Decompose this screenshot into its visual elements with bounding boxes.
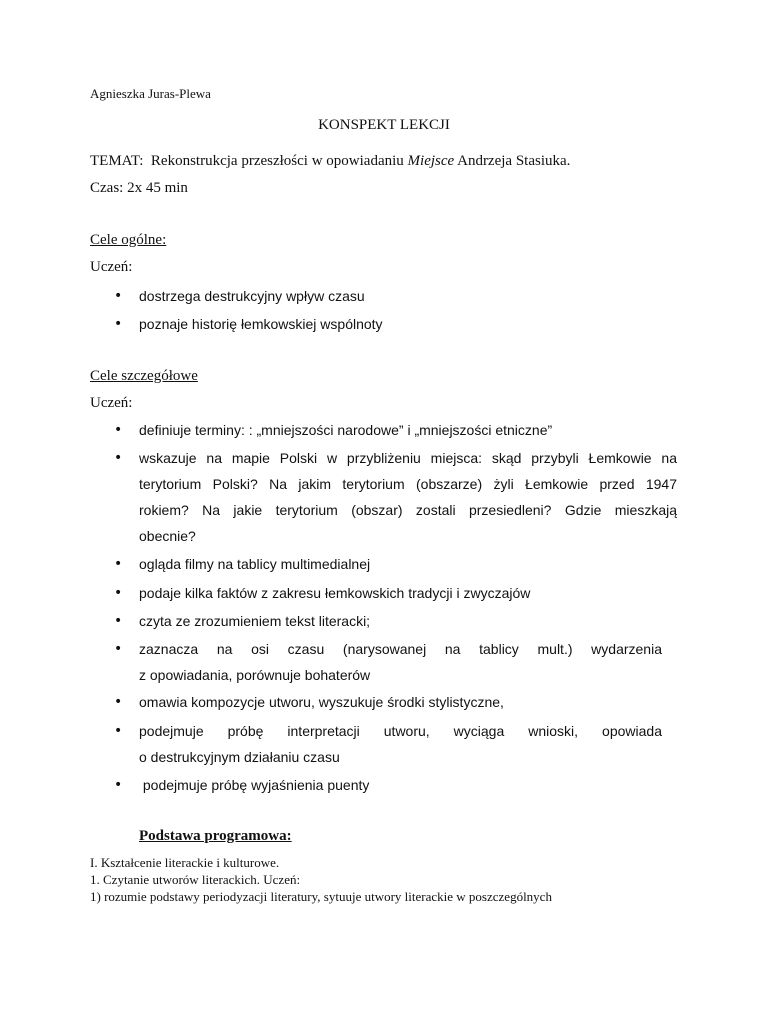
topic-line [90, 153, 570, 170]
author-name: Agnieszka Juras-Plewa [90, 86, 211, 101]
curriculum-heading: Podstawa programowa: [139, 828, 292, 844]
specific-goal-item: omawia kompozycje utworu, wyszukuje środki stylistyczne, [139, 694, 504, 710]
specific-goal-item-line: rokiem? Na jakie terytorium (obszar) zostali przesiedleni? Gdzie mieszkają [139, 502, 677, 518]
specific-goal-item: ogląda filmy na tablicy multimedialnej [139, 556, 371, 572]
specific-goals-heading: Cele szczegółowe [90, 368, 198, 384]
topic-label: TEMAT: [90, 153, 144, 169]
specific-goal-item-line: z opowiadania, porównuje bohaterów [139, 667, 371, 683]
specific-goal-item-line: o destrukcyjnym działaniu czasu [139, 749, 340, 765]
bullet-icon: • [114, 641, 123, 657]
bullet-icon: • [114, 422, 123, 438]
general-goals-student: Uczeń: [90, 259, 133, 275]
bullet-icon: • [114, 777, 123, 793]
bullet-icon: • [114, 694, 123, 710]
general-goal-item: dostrzega destrukcyjny wpływ czasu [139, 288, 365, 304]
specific-goal-item-line: terytorium Polski? Na jakim terytorium (obszarze) żyli Łemkowie przed 1947 [139, 476, 677, 492]
specific-goal-item: podaje kilka faktów z zakresu łemkowskich tradycji i zwyczajów [139, 585, 531, 601]
curriculum-line: I. Kształcenie literackie i kulturowe. [90, 855, 280, 870]
bullet-icon: • [114, 288, 123, 304]
specific-goal-item-line: wskazuje na mapie Polski w przybliżeniu miejsca: skąd przybyli Łemkowie na [139, 450, 677, 466]
specific-goal-item-line: obecnie? [139, 528, 196, 544]
document-title: KONSPEKT LEKCJI [318, 117, 450, 133]
specific-goal-item: definiuje terminy: : „mniejszości narodowe” i „mniejszości etniczne” [139, 422, 553, 438]
bullet-icon: • [114, 316, 123, 332]
curriculum-line: 1. Czytanie utworów literackich. Uczeń: [90, 872, 301, 887]
curriculum-line: 1) rozumie podstawy periodyzacji literatury, sytuuje utwory literackie w poszczególnych [90, 889, 552, 904]
bullet-icon: • [114, 585, 123, 601]
bullet-icon: • [114, 556, 123, 572]
topic-author: Andrzeja Stasiuka. [457, 153, 571, 169]
specific-goal-item-line: zaznacza na osi czasu (narysowanej na tablicy mult.) wydarzenia [139, 641, 662, 657]
bullet-icon: • [114, 613, 123, 629]
topic-text: Rekonstrukcja przeszłości w opowiadaniu [150, 153, 404, 169]
specific-goal-item-line: podejmuje próbę interpretacji utworu, wyciąga wnioski, opowiada [139, 723, 662, 739]
specific-goals-student: Uczeń: [90, 395, 133, 411]
specific-goal-item: podejmuje próbę wyjaśnienia puenty [139, 777, 370, 793]
general-goal-item: poznaje historię łemkowskiej wspólnoty [139, 316, 383, 332]
bullet-icon: • [114, 450, 123, 466]
topic-work-title: Miejsce [407, 153, 455, 169]
duration: Czas: 2x 45 min [90, 180, 188, 196]
specific-goal-item: czyta ze zrozumieniem tekst literacki; [139, 613, 371, 629]
general-goals-heading: Cele ogólne: [90, 232, 167, 248]
bullet-icon: • [114, 723, 123, 739]
